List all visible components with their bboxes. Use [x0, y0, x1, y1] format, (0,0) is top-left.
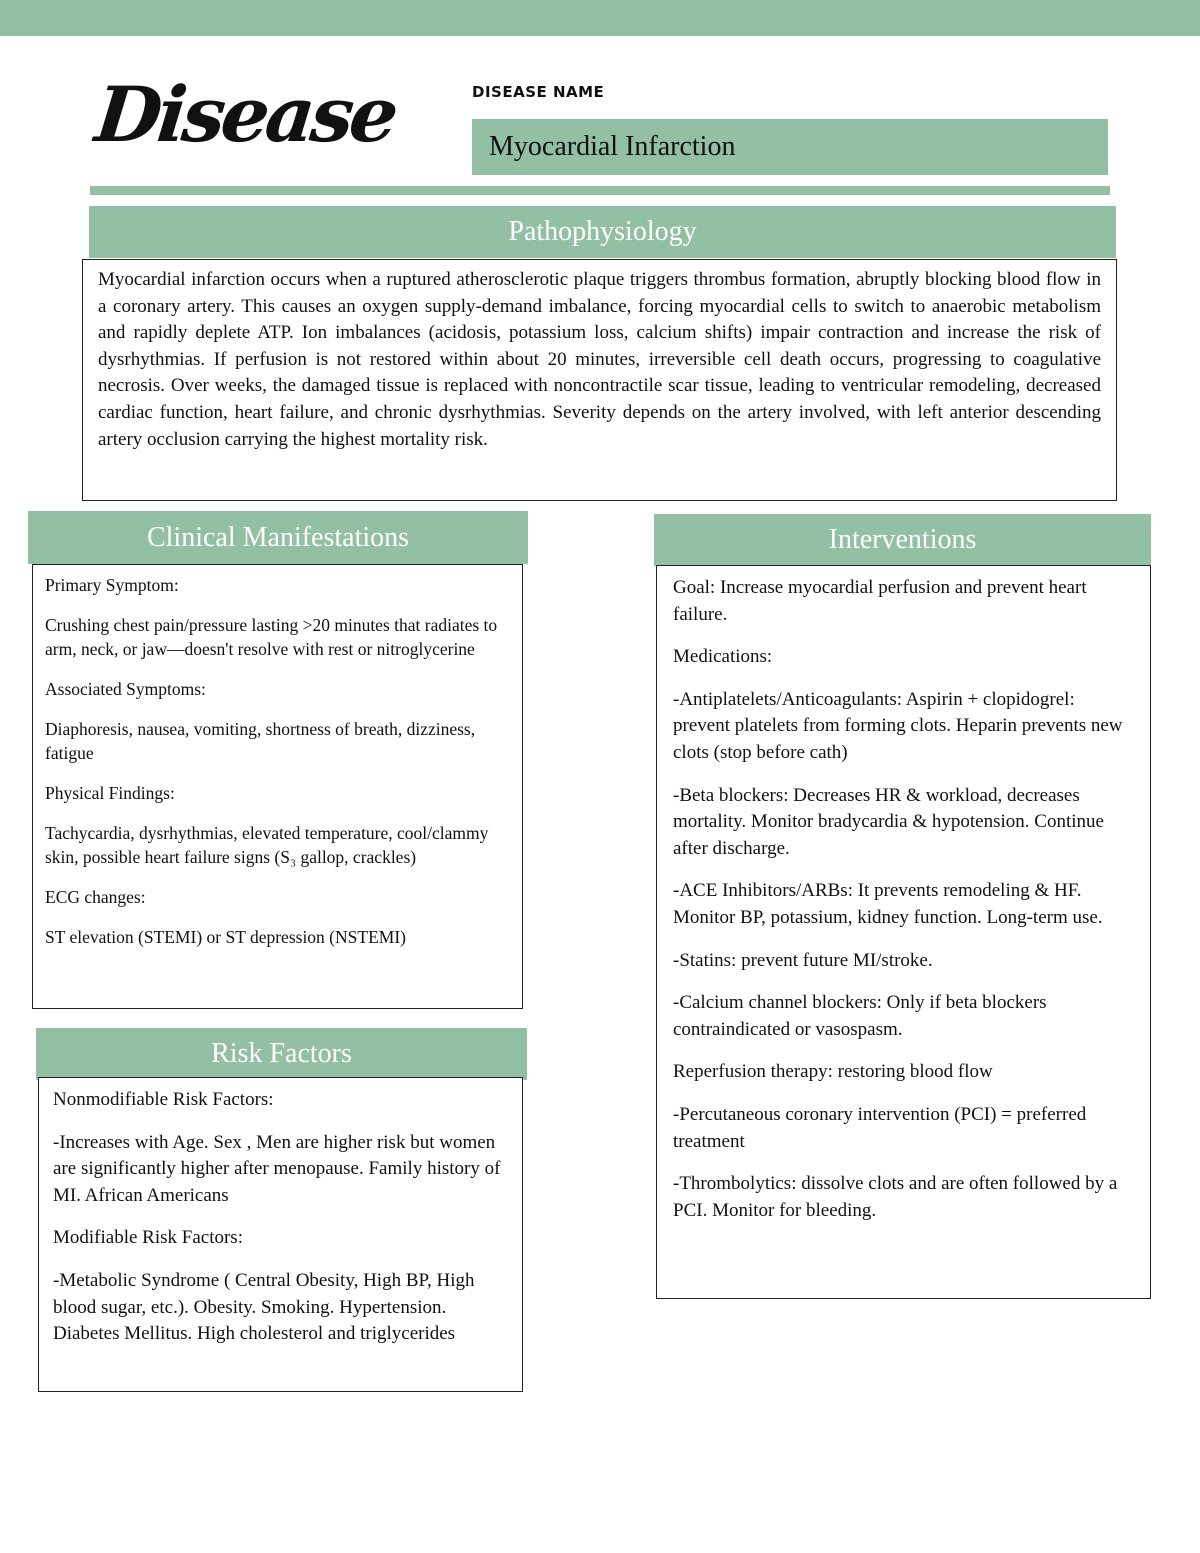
cm-primary-symptom-label: Primary Symptom:: [45, 575, 179, 595]
cm-physical-label: Physical Findings:: [45, 783, 175, 803]
rf-nonmodifiable-text: -Increases with Age. Sex , Men are higher risk but women are significantly higher after menopause. Family history of MI. African Americans: [53, 1131, 501, 1206]
disease-name-label: DISEASE NAME: [472, 83, 605, 101]
interventions-title: Interventions: [828, 524, 977, 555]
pathophysiology-header: [89, 206, 1116, 258]
pathophysiology-text: Myocardial infarction occurs when a ruptured atherosclerotic plaque triggers thrombus formation, abruptly blocking blood flow in a coronary artery. This causes an oxygen supply-demand imbalance, forcing myocardial cells to switch to anaerobic metabolism and rapidly deplete ATP. Ion imbalances (acidosis, potassium loss, calcium shifts) impair contraction and increase the risk of dysrhythmias. If perfusion is not restored within about 20 minutes, irreversible cell death occurs, progressing to coagulative necrosis. Over weeks, the damaged tissue is replaced with noncontractile scar tissue, leading to ventricular remodeling, decreased cardiac function, heart failure, and chronic dysrhythmias. Severity depends on the artery involved, with left anterior descending artery occlusion carrying the highest mortality risk.: [98, 269, 1101, 450]
clinical-manifestations-title: Clinical Manifestations: [146, 521, 410, 553]
cm-associated-text: Diaphoresis, nausea, vomiting, shortness of breath, dizziness, fatigue: [45, 719, 476, 763]
clinical-manifestations-header: [28, 511, 528, 564]
iv-thrombolytics: -Thrombolytics: dissolve clots and are often followed by a PCI. Monitor for bleeding.: [673, 1173, 1118, 1221]
risk-factors-title: Risk Factors: [211, 1038, 352, 1069]
disease-logo: Disease: [91, 70, 399, 159]
disease-name-field: [472, 119, 1108, 175]
iv-pci: -Percutaneous coronary intervention (PCI) = preferred treatment: [673, 1103, 1087, 1152]
interventions-header: [654, 514, 1151, 566]
top-accent-bar: [0, 0, 1200, 36]
pathophysiology-box: [82, 259, 1117, 501]
disease-name-value: Myocardial Infarction: [489, 131, 736, 162]
cm-ecg-text: ST elevation (STEMI) or ST depression (NSTEMI): [45, 927, 406, 947]
header-divider: [90, 186, 1110, 195]
rf-nonmodifiable-label: Nonmodifiable Risk Factors:: [53, 1089, 274, 1110]
pathophysiology-title: Pathophysiology: [508, 216, 697, 247]
iv-statins: -Statins: prevent future MI/stroke.: [673, 949, 933, 971]
iv-antiplatelets: -Antiplatelets/Anticoagulants: Aspirin + clopidogrel: prevent platelets from forming clots. Heparin prevents new clots (stop before cath): [673, 688, 1123, 763]
iv-calcium-channel-blockers: -Calcium channel blockers: Only if beta blockers contraindicated or vasospasm.: [673, 992, 1047, 1040]
cm-ecg-label: ECG changes:: [45, 887, 146, 907]
cm-physical-text: Tachycardia, dysrhythmias, elevated temperature, cool/clammy skin, possible heart failure signs (S₃ gallop, crackles): [45, 823, 489, 867]
iv-medications-label: Medications:: [673, 646, 773, 668]
clinical-manifestations-box: [32, 564, 523, 1009]
cm-associated-label: Associated Symptoms:: [45, 679, 206, 699]
rf-modifiable-text: -Metabolic Syndrome ( Central Obesity, High BP, High blood sugar, etc.). Obesity. Smoking. Hypertension. Diabetes Mellitus. High cholesterol and triglycerides: [53, 1269, 475, 1345]
interventions-box: [656, 565, 1151, 1299]
iv-reperfusion-label: Reperfusion therapy: restoring blood flow: [673, 1061, 993, 1083]
risk-factors-box: [38, 1077, 523, 1392]
cm-primary-symptom-text: Crushing chest pain/pressure lasting >20 minutes that radiates to arm, neck, or jaw—doesn't resolve with rest or nitroglycerine: [45, 615, 498, 659]
iv-beta-blockers: -Beta blockers: Decreases HR & workload, decreases mortality. Monitor bradycardia & hypotension. Continue after discharge.: [673, 784, 1104, 859]
rf-modifiable-label: Modifiable Risk Factors:: [53, 1227, 243, 1249]
iv-ace-inhibitors: -ACE Inhibitors/ARBs: It prevents remodeling & HF. Monitor BP, potassium, kidney function. Long-term use.: [673, 880, 1103, 928]
risk-factors-header: [36, 1028, 527, 1080]
iv-goal: Goal: Increase myocardial perfusion and prevent heart failure.: [673, 577, 1087, 625]
